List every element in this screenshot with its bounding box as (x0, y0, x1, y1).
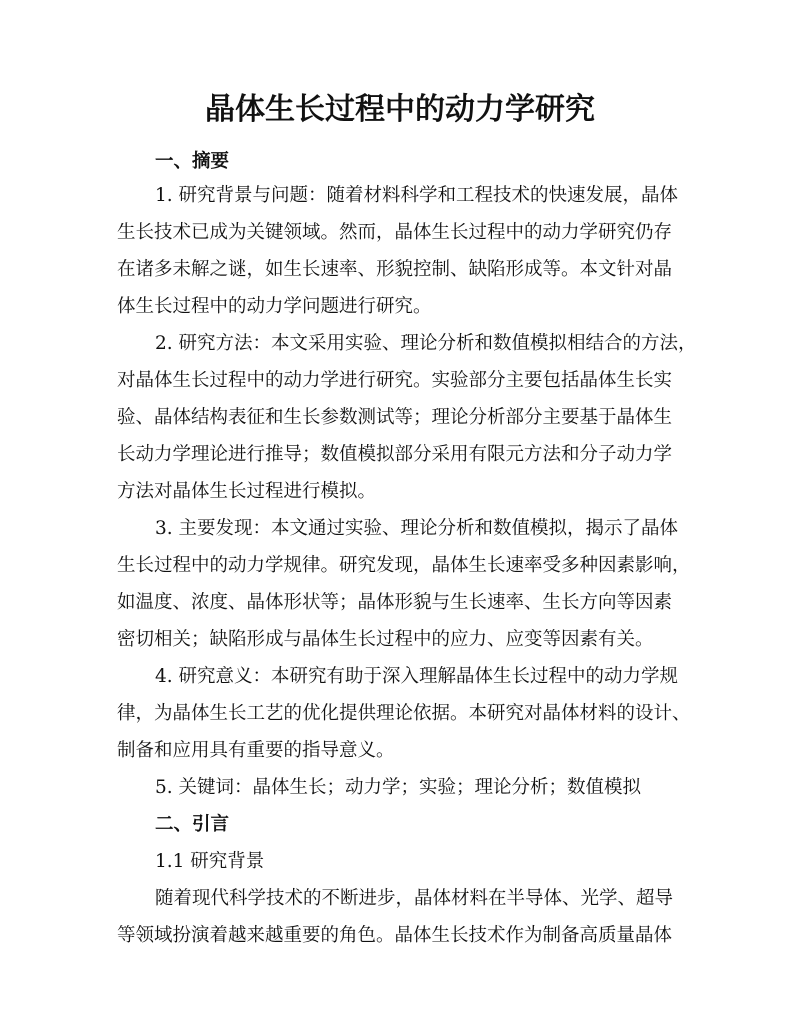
abstract-p4-line: 制备和应用具有重要的指导意义。 (117, 740, 395, 761)
abstract-p2-line: 对晶体生长过程中的动力学进行研究。实验部分主要包括晶体生长实 (117, 370, 673, 391)
abstract-p4-line: 律，为晶体生长工艺的优化提供理论依据。本研究对晶体材料的设计、 (117, 703, 691, 724)
page-title: 晶体生长过程中的动力学研究 (205, 92, 595, 127)
abstract-p2-line: 验、晶体结构表征和生长参数测试等；理论分析部分主要基于晶体生 (117, 407, 673, 428)
abstract-p2-line: 2. 研究方法：本文采用实验、理论分析和数值模拟相结合的方法， (155, 333, 697, 354)
intro-p1-line: 随着现代科学技术的不断进步，晶体材料在半导体、光学、超导 (155, 888, 674, 909)
abstract-p3-line: 密切相关；缺陷形成与晶体生长过程中的应力、应变等因素有关。 (117, 629, 654, 650)
abstract-p1-line: 体生长过程中的动力学问题进行研究。 (117, 296, 432, 317)
intro-heading: 二、引言 (155, 814, 230, 835)
abstract-p4-line: 4. 研究意义：本研究有助于深入理解晶体生长过程中的动力学规 (155, 666, 679, 687)
abstract-p2-line: 长动力学理论进行推导；数值模拟部分采用有限元方法和分子动力学 (117, 444, 673, 465)
abstract-p3-line: 如温度、浓度、晶体形状等；晶体形貌与生长速率、生长方向等因素 (117, 592, 673, 613)
abstract-keywords-line: 5. 关键词：晶体生长；动力学；实验；理论分析；数值模拟 (155, 777, 642, 798)
abstract-p1-line: 生长技术已成为关键领域。然而，晶体生长过程中的动力学研究仍存 (117, 222, 673, 243)
abstract-p3-line: 生长过程中的动力学规律。研究发现，晶体生长速率受多种因素影响， (117, 555, 691, 576)
abstract-p3-line: 3. 主要发现：本文通过实验、理论分析和数值模拟，揭示了晶体 (155, 518, 679, 539)
abstract-p2-line: 方法对晶体生长过程进行模拟。 (117, 481, 377, 502)
abstract-heading: 一、摘要 (155, 151, 230, 172)
abstract-p1-line: 1. 研究背景与问题：随着材料科学和工程技术的快速发展，晶体 (155, 185, 679, 206)
intro-subheading: 1.1 研究背景 (155, 851, 265, 872)
intro-p1-line: 等领域扮演着越来越重要的角色。晶体生长技术作为制备高质量晶体 (117, 925, 673, 946)
abstract-p1-line: 在诸多未解之谜，如生长速率、形貌控制、缺陷形成等。本文针对晶 (117, 259, 673, 280)
